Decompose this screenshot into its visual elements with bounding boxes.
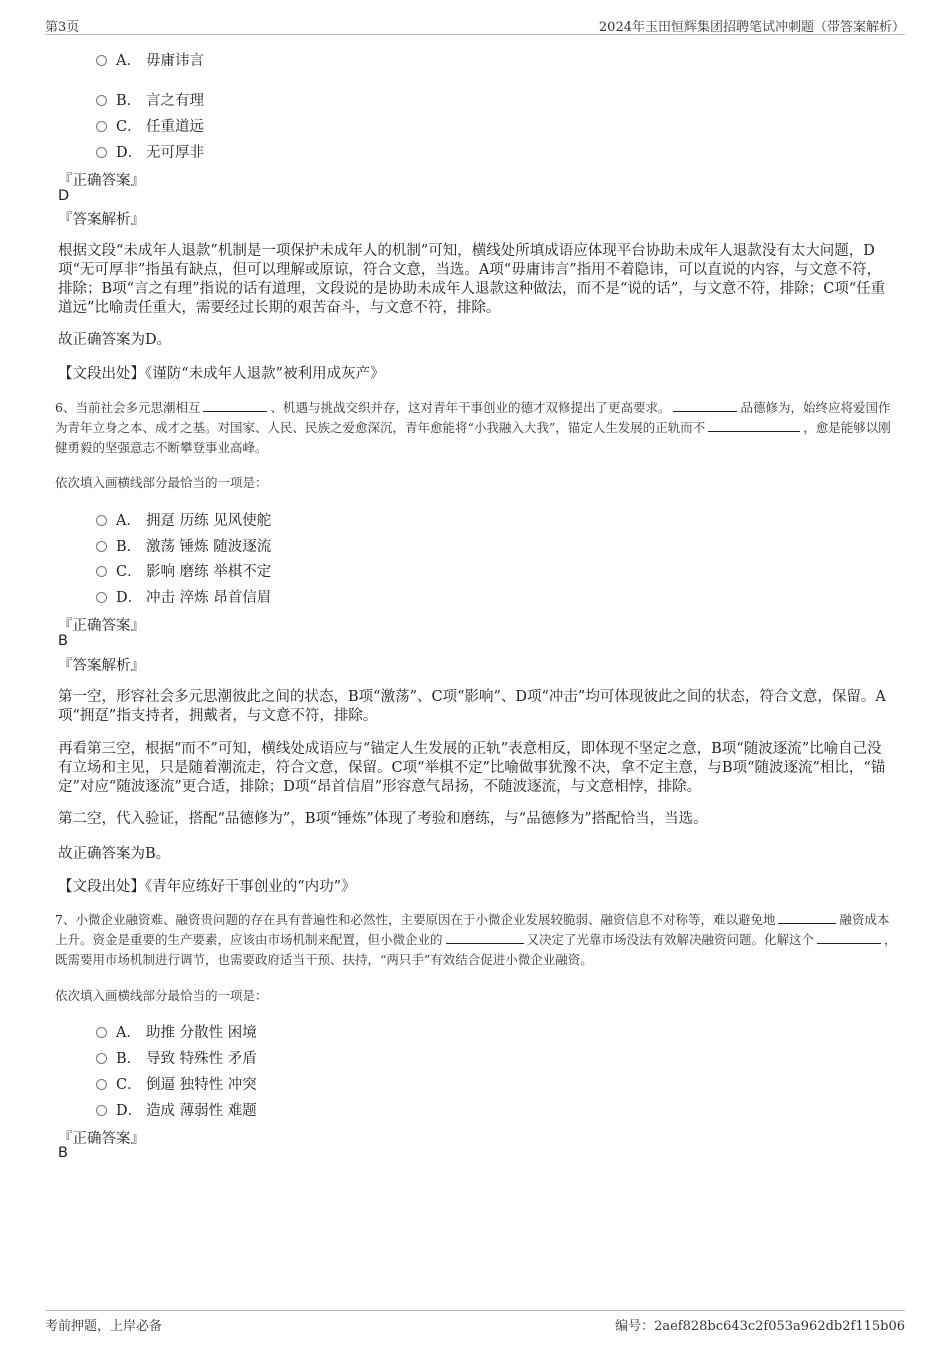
q7-instruction: 依次填入画横线部分最恰当的一项是： [55,988,268,1003]
q6-analysis-paragraph-2: 再看第三空，根据“而不”可知，横线处成语应与“锚定人生发展的正轨”表意相反，即体现不坚定之意，B项“随波逐流”比喻自己没有立场和主见，只是随着潮流走，符合文意，保留。C项“举棋不定”比喻做事犹豫不决，拿不定主意，与B项“随波逐流”相比，“锚定”对应“随波逐流”更合适，排除；D项“昂首信眉”形容意气昂扬，不随波逐流，与文意相悖，排除。 [58,741,886,795]
page-header [45,14,905,35]
q5-answer: D [58,188,70,204]
radio-icon[interactable] [96,592,107,603]
q6-stem: 6、当前社会多元思潮相互 、机遇与挑战交织并存，这对青年干事创业的德才双修提出了更高要求。 品德修为，始终应将爱国作为青年立身之本、成才之基。对国家、人民、民族之爱愈深沉，青年愈能将“小我融入大我”，锚定人生发展的正轨而不 ，愈是能够以刚健勇毅的坚强意志不断攀登事业高峰。 [55,400,891,455]
radio-icon[interactable] [96,147,107,158]
q5-source: 【文段出处】《谨防“未成年人退款”被利用成灰产》 [58,366,385,382]
q7-answer: B [58,1145,68,1161]
q6-analysis-paragraph-1: 第一空，形容社会多元思潮彼此之间的状态，B项“激荡”、C项“影响”、D项“冲击”均可体现彼此之间的状态，符合文意，保留。A项“拥趸”指支持者，拥戴者，与文意不符，排除。 [58,689,886,724]
radio-icon[interactable] [96,121,107,132]
blank-3 [817,930,881,944]
document-code: 编号：2aef828bc643c2f053a962db2f115b06 [615,1319,905,1334]
q6-source: 【文段出处】《青年应练好干事创业的“内功”》 [58,879,356,895]
radio-icon[interactable] [96,55,107,66]
page-number: 第3页 [45,20,80,35]
q5-answer-label: 『正确答案』 [58,173,145,189]
radio-icon[interactable] [96,1079,107,1090]
radio-icon[interactable] [96,1027,107,1038]
footer-slogan: 考前押题，上岸必备 [45,1319,163,1334]
q6-analysis-label: 『答案解析』 [58,658,145,674]
blank-2 [446,930,524,944]
q6-conclusion: 故正确答案为B。 [58,846,171,862]
radio-icon[interactable] [96,1105,107,1116]
q5-analysis-label: 『答案解析』 [58,212,145,228]
q5-analysis-paragraph: 根据文段“未成年人退款”机制是一项保护未成年人的机制”可知，横线处所填成语应体现平台协助未成年人退款没有太大问题，D项“无可厚非”指虽有缺点，但可以理解或原谅，符合文意，当选。A项“毋庸讳言”指用不着隐讳，可以直说的内容，与文意不符，排除；B项“言之有理”指说的话有道理，文段说的是协助未成年人退款这种做法，而不是“说的话”，与文意不符，排除；C项“任重道远”比喻责任重大，需要经过长期的艰苦奋斗，与文意不符，排除。 [58,243,886,316]
q6-instruction: 依次填入画横线部分最恰当的一项是： [55,475,268,490]
document-title: 2024年玉田恒辉集团招聘笔试冲刺题（带答案解析） [598,20,905,35]
q6-answer-label: 『正确答案』 [58,618,145,634]
radio-icon[interactable] [96,1053,107,1064]
q7-stem: 7、小微企业融资难、融资贵问题的存在具有普遍性和必然性，主要原因在于小微企业发展较脆弱、融资信息不对称等，难以避免地 融资成本上升。资金是重要的生产要素，应该由市场机制来配置，但小微企业的 又决定了光靠市场没法有效解决融资问题。化解这个 ，既需要用市场机制进行调节，也需要政府适当干预、扶持，“两只手”有效结合促进小微企业融资。 [55,912,897,967]
blank-1 [203,398,267,412]
blank-2 [673,398,737,412]
page-footer [45,1310,905,1339]
q7-answer-label: 『正确答案』 [58,1131,145,1147]
q6-answer: B [58,633,68,649]
q5-conclusion: 故正确答案为D。 [58,332,172,348]
radio-icon[interactable] [96,566,107,577]
blank-1 [778,910,836,924]
radio-icon[interactable] [96,95,107,106]
radio-icon[interactable] [96,515,107,526]
q6-analysis-paragraph-3: 第二空，代入验证，搭配“品德修为”，B项“锤炼”体现了考验和磨练，与“品德修为”搭配恰当，当选。 [58,811,708,827]
radio-icon[interactable] [96,541,107,552]
blank-3 [708,418,800,432]
